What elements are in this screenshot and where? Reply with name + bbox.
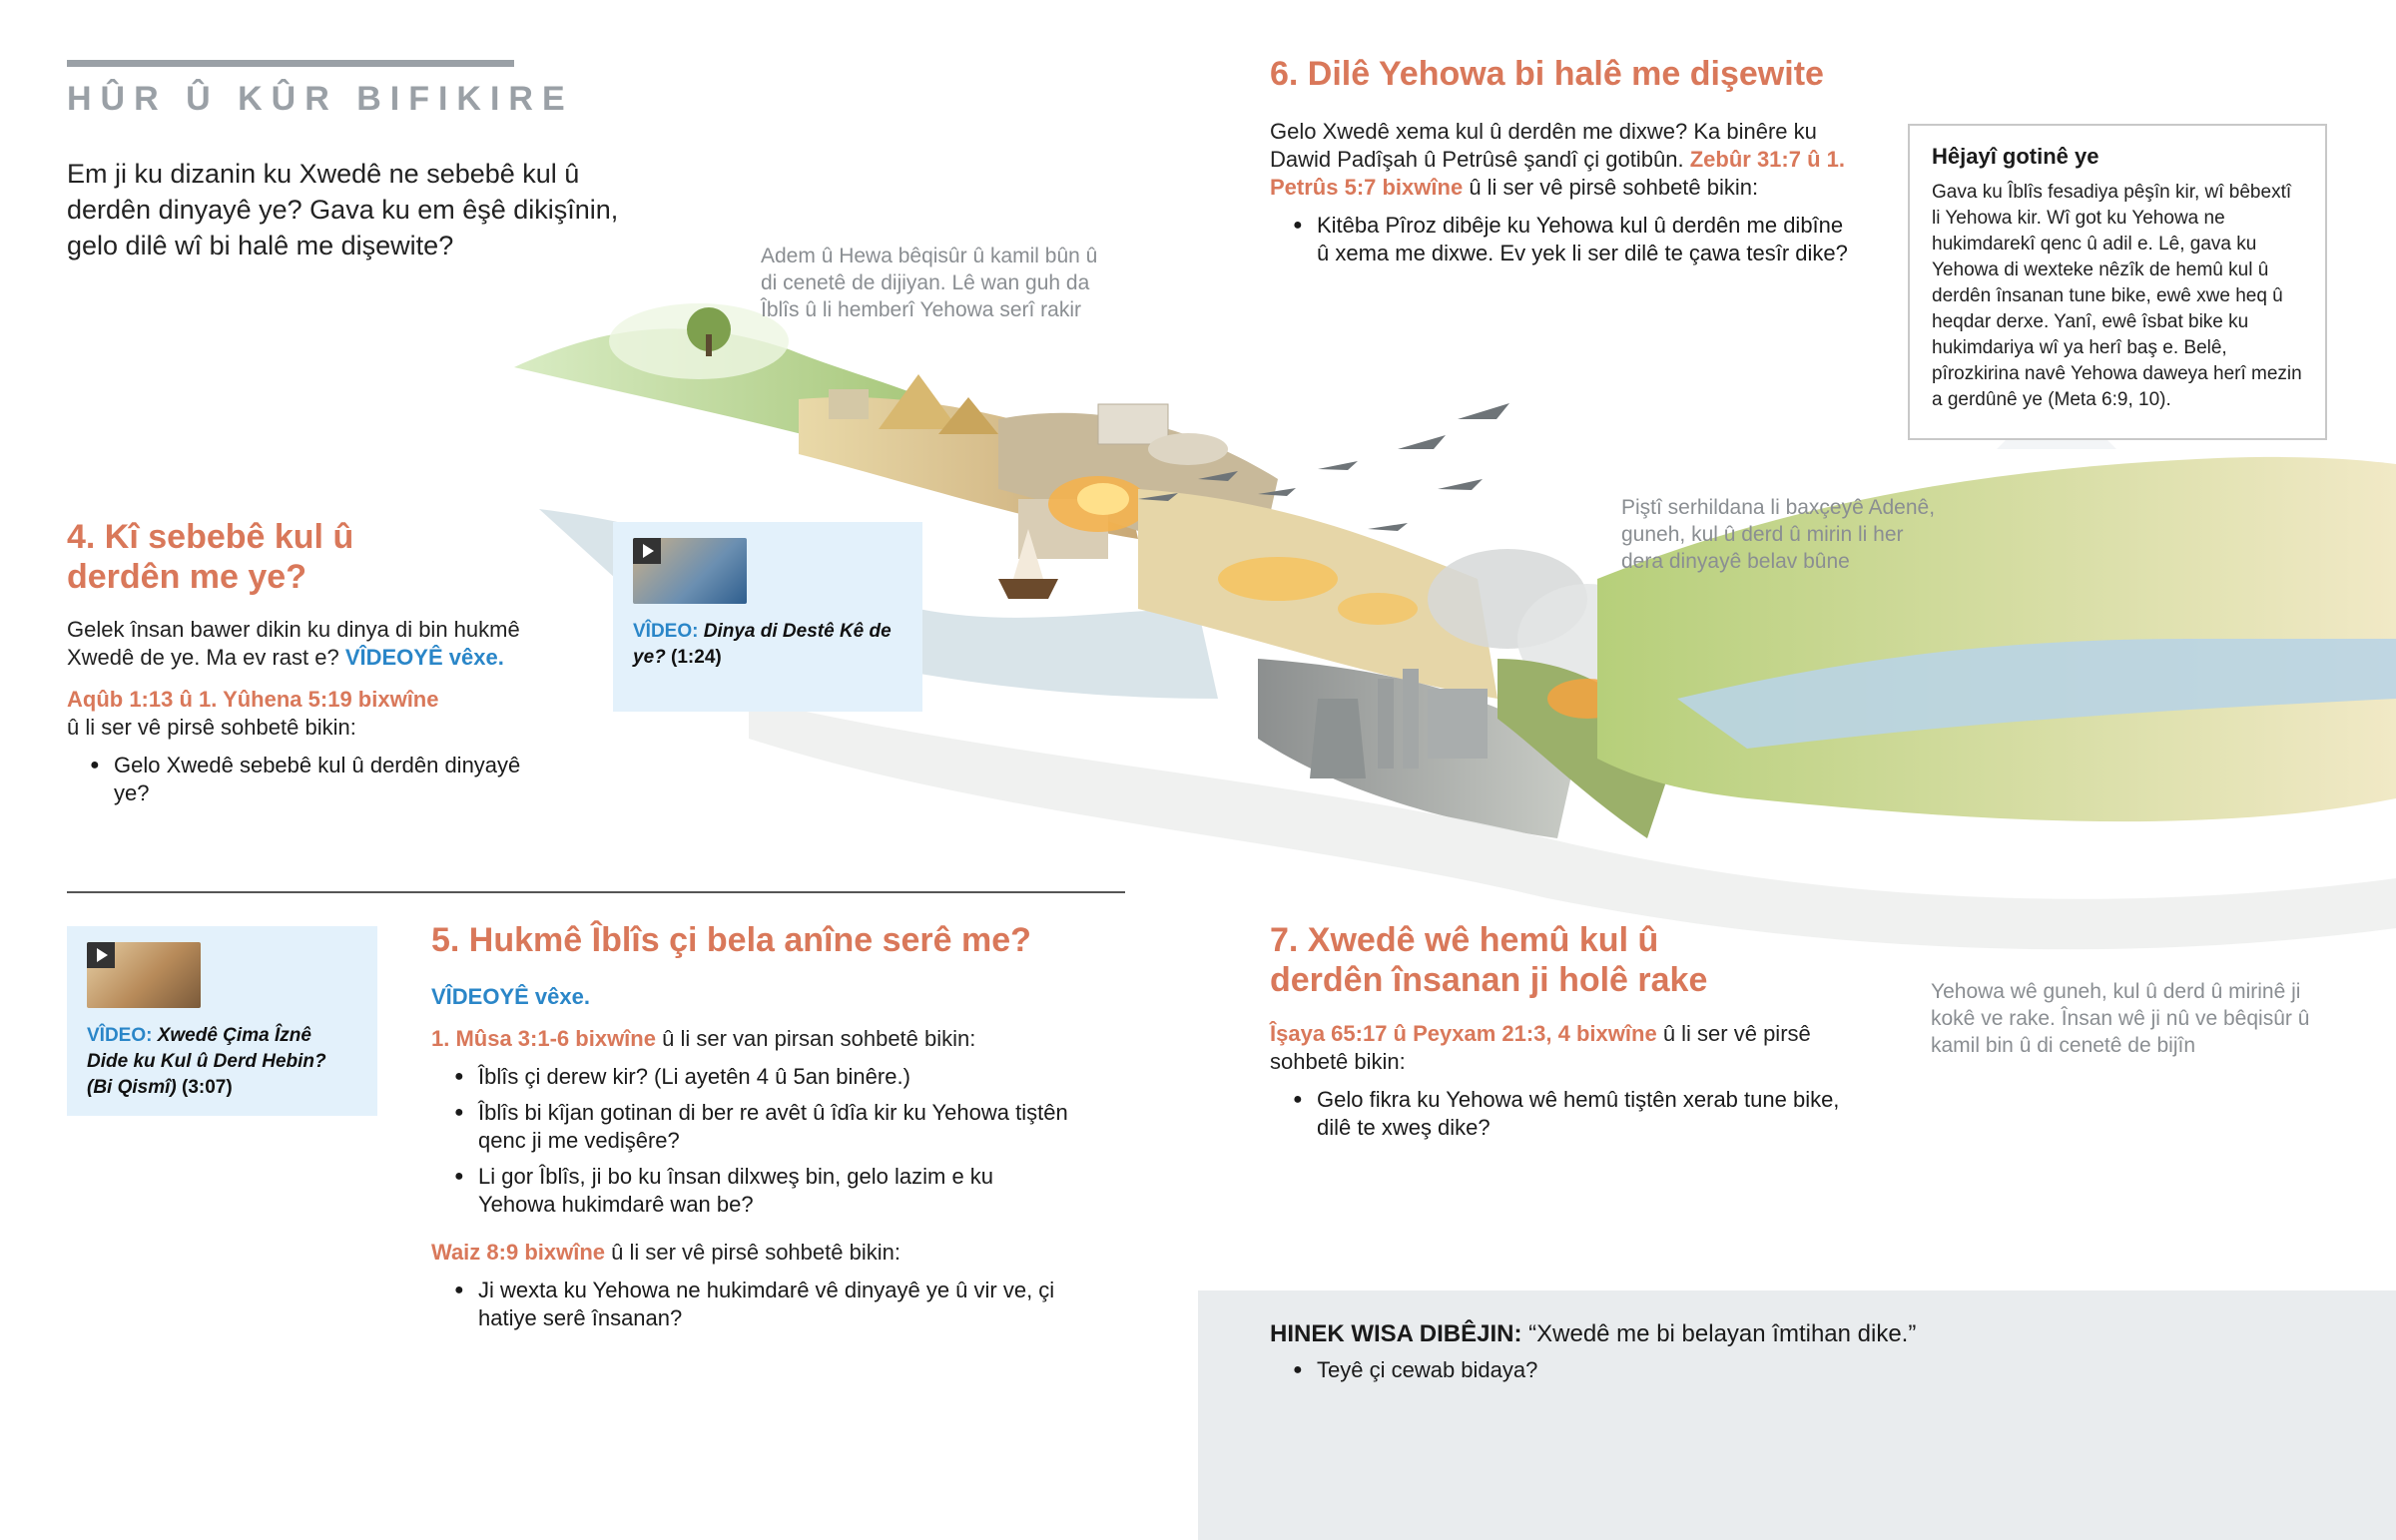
section5-video-link[interactable]: VÎDEOYÊ vêxe.: [431, 984, 590, 1009]
section5-body: [431, 983, 1070, 1340]
video-label: VÎDEO:: [633, 621, 699, 642]
section7-title: 7. Xwedê wê hemû kul û derdên însanan ji holê rake: [1270, 921, 1708, 999]
worth-noting-text: Gava ku Îblîs fesadiya pêşîn kir, wî bêbextî li Yehowa kir. Wî got ku Yehowa ne hukimdarekî qenc û adil e. Lê, gava ku Yehowa di wexteke nêzîk de hemû kul û derdên însanan tune bike, ewê xwe heq û heqdar derxe. Yanî, ewê îsbat bike ku hukimdariya wî ya herî baş e. Belê, pîrozkirina navê Yehowa daweya herî mezin a gerdûnê ye (Meta 6:9, 10).: [1932, 182, 2302, 410]
section5-title: 5. Hukmê Îblîs çi bela anîne serê me?: [431, 921, 1031, 959]
caption-eden: Adem û Hewa bêqisûr û kamil bûn û di cenetê de dijiyan. Lê wan guh da Îblîs û li hemberî Yehowa serî rakir: [761, 245, 1098, 321]
others-say-quote: “Xwedê me bi belayan îmtihan dike.”: [1528, 1320, 1917, 1347]
caption-future: Yehowa wê guneh, kul û derd û mirinê ji kokê ve rake. Însan wê ji nû ve bêqisûr û kamil bin û di cenetê de bijîn: [1931, 980, 2310, 1057]
video-duration: (3:07): [182, 1077, 233, 1098]
section5-ref1-tail: û li ser van pirsan sohbetê bikin:: [662, 1026, 976, 1051]
section4-video-card[interactable]: [613, 522, 922, 712]
others-say-box: [1198, 1290, 2396, 1540]
section7-scripture-ref[interactable]: Îşaya 65:17 û Peyxam 21:3, 4 bixwîne: [1270, 1021, 1657, 1046]
section4-body: [67, 616, 556, 815]
section7-ref-tail: û li ser vê pirsê sohbetê bikin:: [1270, 1021, 1811, 1074]
section7-bullet: ● Gelo fikra ku Yehowa wê hemû tiştên xerab tune bike, dilê te xweş dike?: [1317, 1086, 1879, 1142]
section-kicker: HÛR Û KÛR BIFIKIRE: [67, 80, 574, 118]
section5-bullet: ● Ji wexta ku Yehowa ne hukimdarê vê dinyayê ye û vir ve, çi hatiye serê însanan?: [478, 1277, 1070, 1332]
section6-body: [1270, 118, 1849, 275]
section4-scripture-ref[interactable]: Aqûb 1:13 û 1. Yûhena 5:19 bixwîne: [67, 687, 439, 712]
section6-scripture-ref[interactable]: Zebûr 31:7 û 1. Petrûs 5:7 bixwîne: [1270, 147, 1845, 200]
section4-title: 4. Kî sebebê kul û derdên me ye?: [67, 518, 354, 596]
play-icon[interactable]: [87, 942, 115, 968]
section5-bullet: ● Îblîs bi kîjan gotinan di ber re avêt û îdîa kir ku Yehowa tiştên qenc ji me vedişêre?: [478, 1099, 1070, 1155]
section6-ref-tail: û li ser vê pirsê sohbetê bikin:: [1469, 175, 1759, 200]
video-thumbnail[interactable]: [633, 538, 747, 604]
video-title: Dinya di Destê Kê de ye?: [633, 621, 892, 668]
section6-title: 6. Dilê Yehowa bi halê me dişewite: [1270, 55, 1824, 93]
section5-video-card[interactable]: [67, 926, 377, 1116]
section6-bullet: ● Kitêba Pîroz dibêje ku Yehowa kul û derdên me dibîne û xema me dixwe. Ev yek li ser dilê te çawa tesîr dike?: [1317, 212, 1849, 267]
others-say-label: HINEK WISA DIBÊJIN:: [1270, 1320, 1522, 1347]
section6-body-text: Gelo Xwedê xema kul û derdên me dixwe? Ka binêre ku Dawid Padîşah û Petrûsê şandî çi gotibûn.: [1270, 119, 1817, 172]
section4-body-text: Gelek însan bawer dikin ku dinya di bin hukmê Xwedê de ye. Ma ev rast e?: [67, 617, 520, 670]
caption-rebellion: Piştî serhildana li baxçeyê Adenê, guneh, kul û derd û mirin li her dera dinyayê belav bûne: [1621, 496, 1936, 573]
section7-body: [1270, 1020, 1879, 1150]
section-divider: [67, 891, 1125, 893]
section5-bullet: ● Li gor Îblîs, ji bo ku însan dilxweş bin, gelo lazim e ku Yehowa hukimdarê wan be?: [478, 1163, 1070, 1219]
others-say-bullet: ● Teyê çi cewab bidaya?: [1317, 1356, 1537, 1384]
video-label: VÎDEO:: [87, 1025, 153, 1046]
video-title: Xwedê Çima Îznê Dide ku Kul û Derd Hebin? (Bi Qismî): [87, 1025, 326, 1098]
section4-video-link[interactable]: VÎDEOYÊ vêxe.: [344, 645, 504, 670]
section5-bullet: ● Îblîs çi derew kir? (Li ayetên 4 û 5an binêre.): [478, 1063, 1070, 1091]
section4-bullet: ● Gelo Xwedê sebebê kul û derdên dinyayê ye?: [114, 752, 556, 807]
video-thumbnail[interactable]: [87, 942, 201, 1008]
worth-noting-title: Hêjayî gotinê ye: [1932, 144, 2099, 169]
play-icon[interactable]: [633, 538, 661, 564]
section5-ref2-tail: û li ser vê pirsê sohbetê bikin:: [611, 1240, 900, 1265]
section5-scripture-ref-2[interactable]: Waiz 8:9 bixwîne: [431, 1240, 606, 1265]
section5-scripture-ref-1[interactable]: 1. Mûsa 3:1-6 bixwîne: [431, 1026, 656, 1051]
kicker-rule: [67, 60, 514, 67]
intro-text: Em ji ku dizanin ku Xwedê ne sebebê kul û derdên dinyayê ye? Gava ku em êşê dikişînin, gelo dilê wî bi halê me dişewite?: [67, 159, 619, 260]
section4-ref-tail: û li ser vê pirsê sohbetê bikin:: [67, 715, 356, 740]
video-duration: (1:24): [671, 647, 722, 668]
worth-noting-box: [1908, 124, 2327, 440]
